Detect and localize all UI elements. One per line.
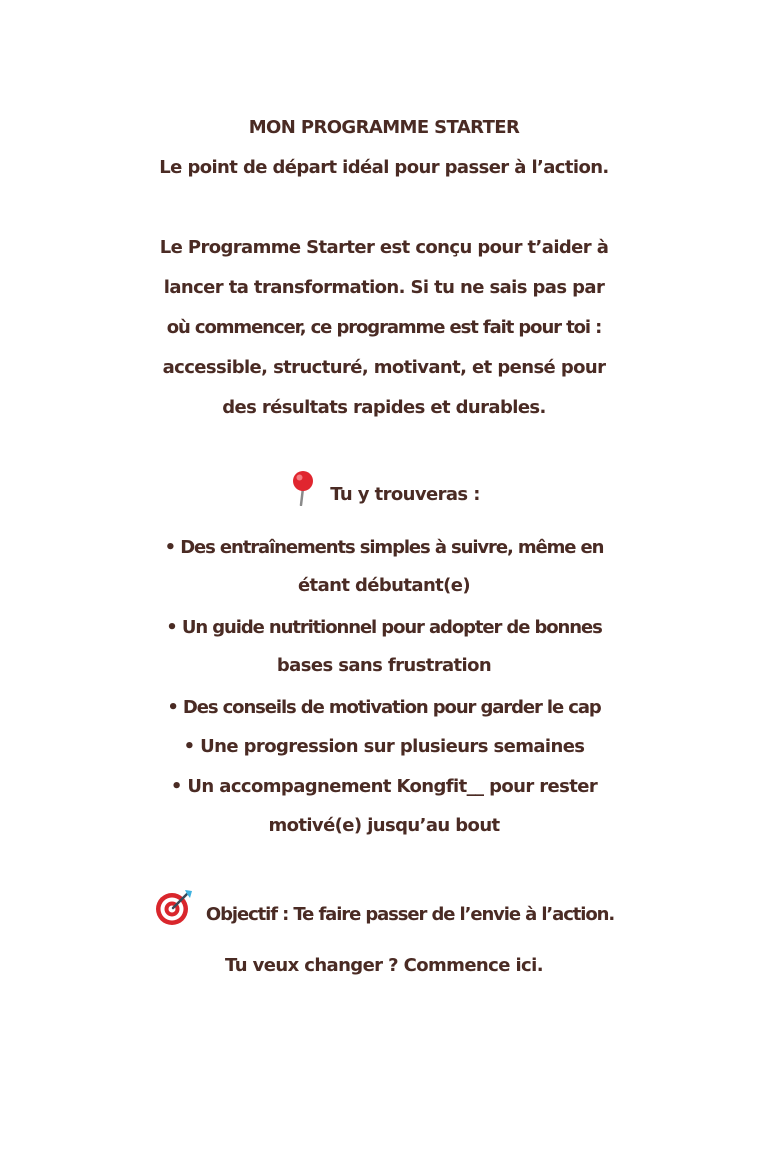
pushpin-icon (288, 470, 318, 521)
list-item: • Des entraînements simples à suivre, même en (164, 537, 604, 558)
list-item: • Une progression sur plusieurs semaines (183, 736, 585, 757)
list-item: • Des conseils de motivation pour garder le cap (167, 697, 601, 718)
intro-line: Le Programme Starter est conçu pour t’aider à (159, 237, 609, 258)
call-to-action: Tu veux changer ? Commence ici. (225, 955, 543, 976)
objective-line (0, 888, 768, 941)
page-subtitle: Le point de départ idéal pour passer à l’action. (159, 157, 609, 178)
list-item-continuation: motivé(e) jusqu’au bout (268, 815, 500, 836)
page-title: MON PROGRAMME STARTER (248, 117, 520, 138)
intro-line: où commencer, ce programme est fait pour toi : (166, 317, 602, 338)
list-item-continuation: étant débutant(e) (297, 575, 471, 596)
intro-line: lancer ta transformation. Si tu ne sais pas par (163, 277, 605, 298)
dart-target-icon (154, 888, 194, 941)
features-heading (0, 470, 768, 521)
list-item: • Un accompagnement Kongfit__ pour rester (170, 776, 598, 797)
list-item: • Un guide nutritionnel pour adopter de bonnes (166, 617, 602, 638)
features-heading-text: Tu y trouveras : (330, 484, 480, 505)
intro-line: accessible, structuré, motivant, et pensé pour (162, 357, 606, 378)
list-item-continuation: bases sans frustration (276, 655, 492, 676)
objective-text: Objectif : Te faire passer de l’envie à l’action. (205, 904, 615, 925)
intro-line: des résultats rapides et durables. (222, 397, 546, 418)
